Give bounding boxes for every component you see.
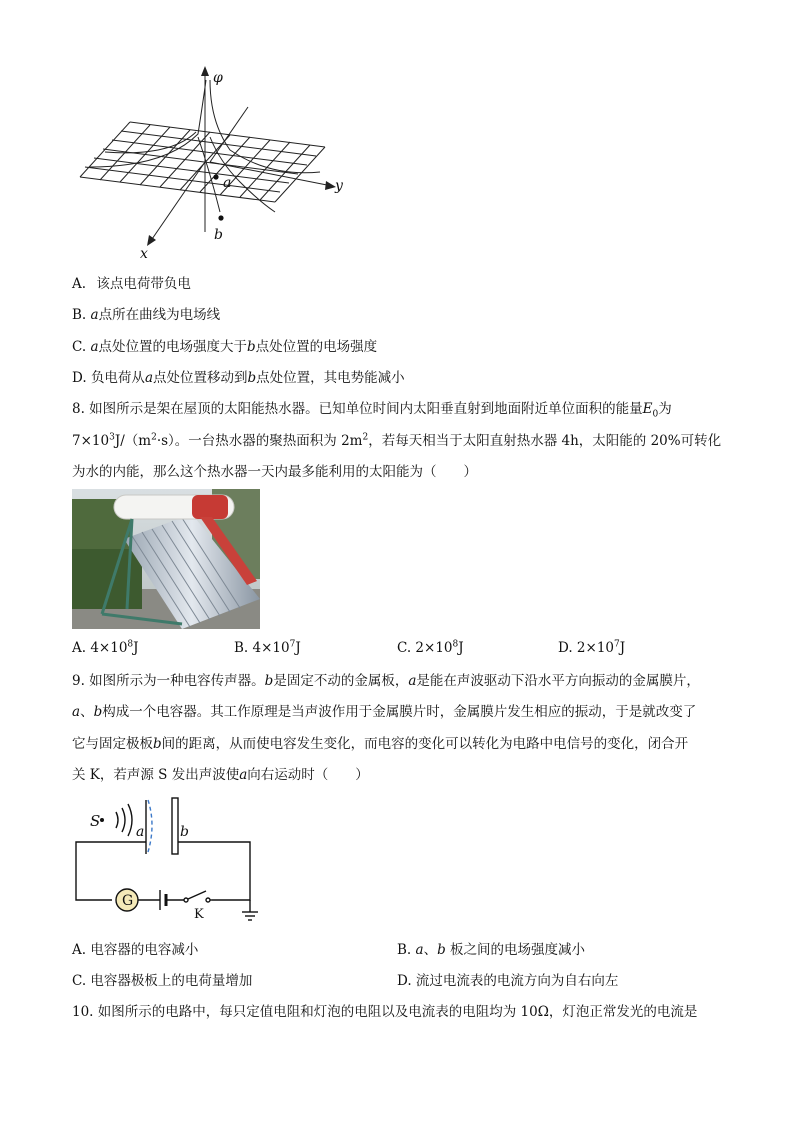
label-phi: φ	[213, 70, 223, 86]
var-a: a	[90, 307, 99, 323]
q7-option-b	[72, 309, 220, 323]
q7-option-c	[72, 341, 377, 355]
var-b: b	[247, 339, 256, 355]
capacitor-microphone-circuit	[72, 790, 272, 930]
q8-option-a: A. $4\times 10^8J$	[72, 639, 139, 656]
option-text: 负电荷从	[90, 370, 145, 386]
option-text: 点所在曲线为电场线	[98, 307, 221, 323]
plate-b	[172, 798, 178, 854]
label-y: y	[335, 178, 343, 194]
x-axis	[150, 162, 205, 242]
point-b	[218, 215, 223, 220]
label-S: S	[90, 812, 101, 830]
q8-stem-line-1: 8. 如图所示是架在屋顶的太阳能热水器。已知单位时间内太阳垂直射到地面附近单位面积的能量$E_0$为	[72, 401, 672, 420]
label-b: b	[214, 227, 223, 243]
option-letter: C.	[72, 339, 87, 355]
q7-option-a	[72, 278, 191, 292]
option-text: 点处位置的电场强度大于	[98, 339, 247, 355]
q8-option-d: D. $2\times 10^7J$	[558, 639, 626, 656]
label-G: G	[122, 893, 134, 909]
point-a	[213, 174, 218, 179]
var-a: a	[144, 370, 153, 386]
grid-lines	[80, 122, 325, 202]
sound-wave-icon	[116, 812, 118, 828]
label-b: b	[180, 824, 189, 840]
q9-stem-line-2: a、b构成一个电容器。其工作原理是当声波作用于金属膜片时，金属膜片发生相应的振动，于是就改变了	[72, 704, 697, 720]
solar-heater-photo	[72, 489, 260, 629]
diaphragm-a	[148, 800, 152, 852]
var-b: b	[247, 370, 257, 386]
label-a: a	[223, 175, 232, 191]
label-K: K	[194, 907, 204, 922]
q10-stem-line-1: 10. 如图所示的电路中，每只定值电阻和灯泡的电阻以及电流表的电阻均为 10Ω，灯泡正常发光的电流是	[72, 1004, 698, 1020]
option-letter: A.	[72, 276, 87, 292]
q8-stem-line-3: 为水的内能，那么这个热水器一天内最多能利用的太阳能为（ ）	[72, 464, 477, 480]
q9-stem-line-1: 9. 如图所示为一种电容传声器。b是固定不动的金属板，a是能在声波驱动下沿水平方向振动的金属膜片，	[72, 673, 700, 689]
q9-option-c: C. 电容器极板上的电荷量增加	[72, 973, 253, 989]
q9-stem-line-4: 关 K，若声源 S 发出声波使a向右运动时（ ）	[72, 767, 369, 783]
var-a: a	[90, 339, 99, 355]
switch-K	[188, 891, 206, 899]
var-E: E	[642, 401, 653, 417]
option-text-tail: 点处位置的电场强度	[255, 339, 378, 355]
q9-option-b: B. a、b 板之间的电场强度减小	[397, 942, 586, 958]
option-text: 该点电荷带负电	[96, 276, 191, 292]
option-letter: B.	[72, 307, 87, 323]
option-text-tail: 点处位置，其电势能减小	[256, 370, 405, 386]
option-letter: D.	[72, 370, 87, 386]
option-text-mid: 点处位置移动到	[153, 370, 248, 386]
q8-option-b: B. $4\times 10^7J$	[234, 639, 301, 656]
q9-option-d: D. 流过电流表的电流方向为自右向左	[397, 973, 619, 989]
q8-stem-line-2: $7\times 10^3J/(m^2\cdot s)$。一台热水器的聚热面积为 $2m^2$，若每天相当于太阳直射热水器 4h，太阳能的 20%可转化	[72, 432, 722, 449]
potential-grid-figure	[70, 62, 360, 262]
q8-option-c: C. $2\times 10^8J$	[397, 639, 464, 656]
label-a: a	[136, 824, 145, 840]
q9-stem-line-3: 它与固定极板b间的距离，从而使电容发生变化，而电容的变化可以转化为电路中电信号的变化，闭合开	[72, 736, 689, 752]
label-x: x	[140, 246, 148, 262]
q7-option-d	[72, 372, 405, 386]
q9-option-a: A. 电容器的电容减小	[72, 942, 199, 958]
